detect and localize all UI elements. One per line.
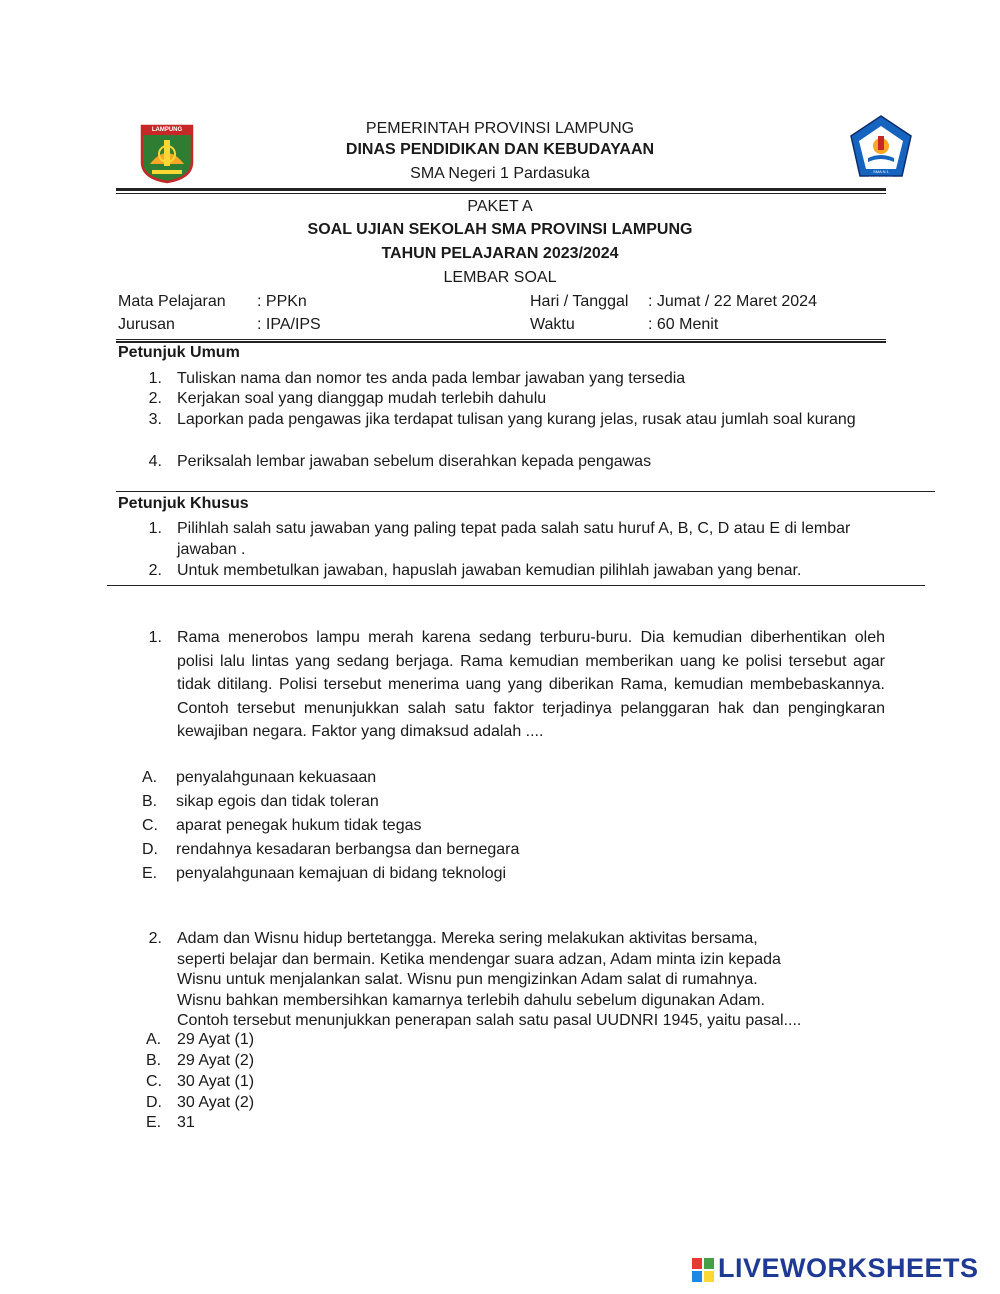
exam-title: SOAL UJIAN SEKOLAH SMA PROVINSI LAMPUNG bbox=[307, 221, 693, 238]
header-rule-thick bbox=[116, 188, 886, 191]
header-rule-thin bbox=[116, 193, 886, 194]
option-text: penyalahgunaan kemajuan di bidang teknologi bbox=[176, 865, 507, 882]
option-letter: E. bbox=[146, 1114, 162, 1131]
question-line: seperti belajar dan bermain. Ketika mendengar suara adzan, Adam minta izin kepada bbox=[177, 950, 781, 968]
list-text: Periksalah lembar jawaban sebelum diserahkan kepada pengawas bbox=[177, 453, 652, 470]
section-divider bbox=[116, 491, 935, 492]
section-divider bbox=[107, 585, 925, 586]
option-letter: B. bbox=[142, 793, 158, 810]
liveworksheets-text: LIVEWORKSHEETS bbox=[718, 1253, 979, 1283]
info-rule-thin bbox=[116, 339, 886, 340]
list-text: Untuk membetulkan jawaban, hapuslah jawaban kemudian pilihlah jawaban yang benar. bbox=[177, 562, 802, 579]
major-label: Jurusan bbox=[118, 316, 175, 333]
info-rule-thick bbox=[116, 341, 886, 343]
liveworksheets-logo bbox=[692, 1253, 992, 1284]
question-number: 1. bbox=[148, 629, 162, 646]
option-text: 31 bbox=[177, 1114, 195, 1131]
date-label: Hari / Tanggal bbox=[530, 293, 629, 310]
header-department: DINAS PENDIDIKAN DAN KEBUDAYAAN bbox=[345, 141, 655, 158]
question-line: Adam dan Wisnu hidup bertetangga. Mereka sering melakukan aktivitas bersama, bbox=[177, 930, 758, 947]
option-text: 30 Ayat (1) bbox=[177, 1073, 255, 1090]
list-number: 2. bbox=[148, 562, 162, 579]
option-letter: C. bbox=[146, 1073, 162, 1090]
question-number: 2. bbox=[148, 930, 162, 947]
option-letter: C. bbox=[142, 817, 158, 834]
list-number: 1. bbox=[148, 520, 162, 537]
academic-year: TAHUN PELAJARAN 2023/2024 bbox=[381, 245, 619, 262]
option-letter: B. bbox=[146, 1052, 162, 1069]
option-letter: D. bbox=[146, 1094, 162, 1111]
lampung-logo-text: LAMPUNG bbox=[151, 127, 183, 133]
option-text: rendahnya kesadaran berbangsa dan bernegara bbox=[176, 841, 520, 858]
option-text: sikap egois dan tidak toleran bbox=[176, 793, 379, 810]
time-label: Waktu bbox=[530, 316, 575, 333]
list-text: Kerjakan soal yang dianggap mudah terlebih dahulu bbox=[177, 390, 547, 407]
header-school: SMA Negeri 1 Pardasuka bbox=[410, 165, 590, 182]
general-instructions-heading: Petunjuk Umum bbox=[118, 344, 240, 361]
subject-value: : PPKn bbox=[257, 293, 307, 310]
question-text bbox=[177, 929, 900, 1032]
list-text: Pilihlah salah satu jawaban yang paling tepat pada salah satu huruf A, B, C, D atau E di lembar jawaban . bbox=[177, 520, 851, 558]
package-label: PAKET A bbox=[467, 198, 533, 215]
header-government: PEMERINTAH PROVINSI LAMPUNG bbox=[365, 120, 635, 137]
option-text: 30 Ayat (2) bbox=[177, 1094, 255, 1111]
special-instructions-heading: Petunjuk Khusus bbox=[118, 495, 249, 512]
list-number: 4. bbox=[148, 453, 162, 470]
sheet-label: LEMBAR SOAL bbox=[443, 269, 557, 286]
date-value: : Jumat / 22 Maret 2024 bbox=[648, 293, 817, 310]
liveworksheets-icon bbox=[692, 1258, 714, 1282]
list-number: 3. bbox=[148, 411, 162, 428]
option-letter: A. bbox=[146, 1031, 162, 1048]
option-text: penyalahgunaan kekuasaan bbox=[176, 769, 377, 786]
subject-label: Mata Pelajaran bbox=[118, 293, 226, 310]
question-text: Rama menerobos lampu merah karena sedang terburu-buru. Dia kemudian diberhentikan oleh polisi lalu lintas yang sedang berjaga. Rama kemudian memberikan uang ke polisi tersebut agar tidak ditilang. Polisi tersebut menerima uang yang diberikan Rama, kemudian membebaskannya. Contoh tersebut menunjukkan salah satu faktor terjadinya pelanggaran hak dan pengingkaran kewajiban negara. Faktor yang dimaksud adalah .... bbox=[177, 629, 885, 741]
option-text: aparat penegak hukum tidak tegas bbox=[176, 817, 422, 834]
time-value: : 60 Menit bbox=[648, 316, 719, 333]
option-letter: A. bbox=[142, 769, 158, 786]
major-value: : IPA/IPS bbox=[257, 316, 321, 333]
option-text: 29 Ayat (1) bbox=[177, 1031, 255, 1048]
question-line: Wisnu bahkan membersihkan kamarnya terlebih dahulu sebelum digunakan Adam. bbox=[177, 991, 765, 1009]
option-text: 29 Ayat (2) bbox=[177, 1052, 255, 1069]
list-number: 2. bbox=[148, 390, 162, 407]
list-number: 1. bbox=[148, 370, 162, 387]
list-text: Tuliskan nama dan nomor tes anda pada lembar jawaban yang tersedia bbox=[177, 370, 686, 387]
option-letter: D. bbox=[142, 841, 158, 858]
question-line: Contoh tersebut menunjukkan penerapan salah satu pasal UUDNRI 1945, yaitu pasal.... bbox=[177, 1012, 802, 1029]
school-logo-text: SMA N 1 PARDASUKA bbox=[868, 169, 894, 180]
list-text: Laporkan pada pengawas jika terdapat tulisan yang kurang jelas, rusak atau jumlah soal kurang bbox=[177, 411, 856, 428]
option-letter: E. bbox=[142, 865, 158, 882]
question-line: Wisnu untuk menjalankan salat. Wisnu pun mengizinkan Adam salat di rumahnya. bbox=[177, 971, 758, 988]
